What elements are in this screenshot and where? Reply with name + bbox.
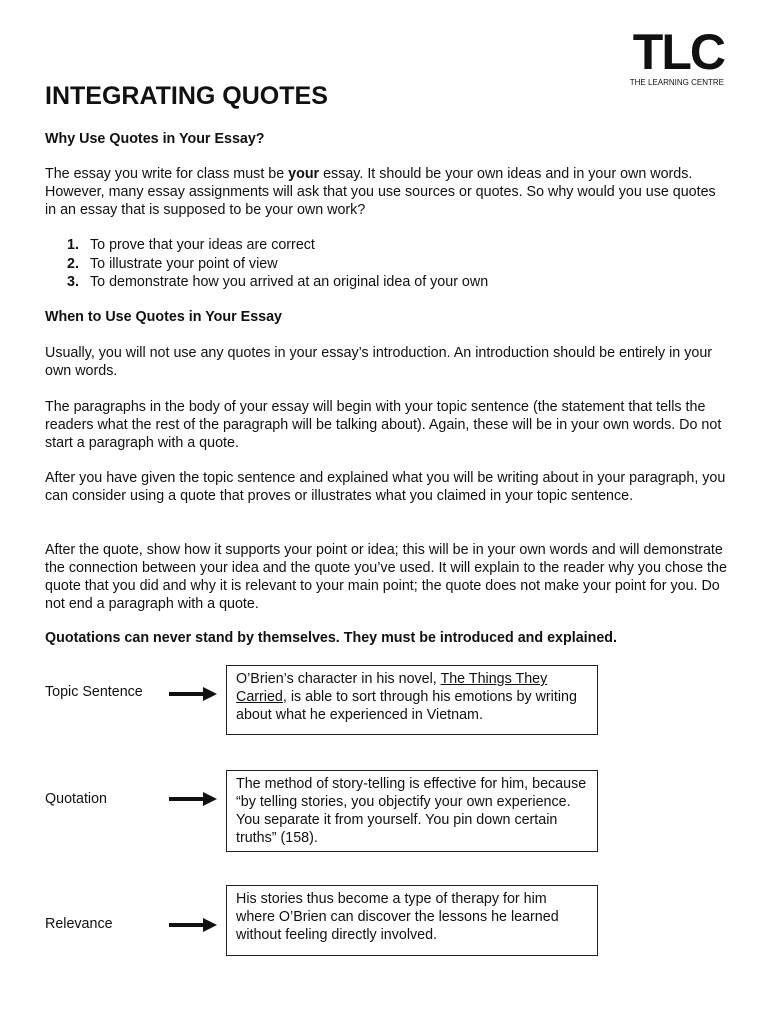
heading-when-to-use: When to Use Quotes in Your Essay bbox=[45, 309, 283, 325]
list-number: 2. bbox=[67, 255, 79, 272]
book-title: The Things They Carried bbox=[236, 671, 548, 705]
list-text: To demonstrate how you arrived at an original idea of your own bbox=[90, 274, 489, 290]
logo-mark: TLC bbox=[632, 24, 724, 80]
intro-text-start: The essay you write for class must be bbox=[45, 166, 289, 182]
example-text-start: O’Brien’s character in his novel, bbox=[236, 671, 441, 687]
list-item bbox=[45, 273, 488, 292]
paragraph-topic-sentence: After you have given the topic sentence and explained what you will be writing about in your paragraph, you can consider using a quote that proves or illustrates what you claimed in your topic sentence. bbox=[45, 470, 726, 504]
reasons-list bbox=[45, 236, 488, 292]
arrow-right-icon bbox=[169, 792, 217, 806]
emphasis-statement: Quotations can never stand by themselves. They must be introduced and explained. bbox=[45, 630, 618, 646]
logo-subtitle: THE LEARNING CENTRE bbox=[629, 78, 724, 87]
example-text-end: , is able to sort through his emotions by writing about what he experienced in Vietnam. bbox=[236, 689, 577, 723]
label-topic-sentence: Topic Sentence bbox=[45, 684, 143, 700]
page-title: INTEGRATING QUOTES bbox=[45, 82, 328, 110]
list-item bbox=[45, 255, 488, 274]
tlc-logo bbox=[624, 24, 724, 87]
example-box-quotation bbox=[226, 770, 598, 852]
list-text: To illustrate your point of view bbox=[90, 255, 278, 272]
arrow-right-icon bbox=[169, 918, 217, 932]
heading-why-use-quotes: Why Use Quotes in Your Essay? bbox=[45, 131, 265, 147]
list-text: To prove that your ideas are correct bbox=[90, 237, 315, 253]
list-number: 1. bbox=[67, 237, 79, 253]
example-text: The method of story-telling is effective for him, because “by telling stories, you objectify your own experience. You separate it from yourself. You pin down certain truths” (158). bbox=[236, 776, 587, 846]
label-relevance: Relevance bbox=[45, 916, 113, 932]
label-quotation: Quotation bbox=[45, 791, 107, 807]
paragraph-introduction: Usually, you will not use any quotes in your essay’s introduction. An introduction should be entirely in your own words. bbox=[45, 345, 713, 379]
example-text: His stories thus become a type of therapy for him where O’Brien can discover the lessons he learned without feeling directly involved. bbox=[236, 891, 559, 943]
paragraph-body: The paragraphs in the body of your essay will begin with your topic sentence (the statement that tells the readers what the rest of the paragraph will be talking about). Again, these will be in your own words. Do not start a paragraph with a quote. bbox=[45, 399, 722, 451]
list-item bbox=[45, 236, 488, 255]
intro-text-bold: your bbox=[288, 166, 320, 182]
example-box-relevance bbox=[226, 885, 598, 956]
arrow-right-icon bbox=[169, 687, 217, 701]
intro-text-end: essay. It should be your own ideas and in your own words. However, many essay assignments will ask that you use sources or quotes. So why would you use quotes in an essay that is supposed to be your own work? bbox=[45, 166, 716, 218]
example-box-topic-sentence bbox=[226, 665, 598, 735]
intro-paragraph bbox=[45, 165, 730, 219]
paragraph-after-quote: After the quote, show how it supports your point or idea; this will be in your own words and will demonstrate the connection between your idea and the quote you’ve used. It will explain to the reader why you chose the quote that you did and why it is relevant to your main point; the quote does not make your point for you. Do not end a paragraph with a quote. bbox=[45, 542, 727, 612]
list-number: 3. bbox=[67, 274, 79, 290]
